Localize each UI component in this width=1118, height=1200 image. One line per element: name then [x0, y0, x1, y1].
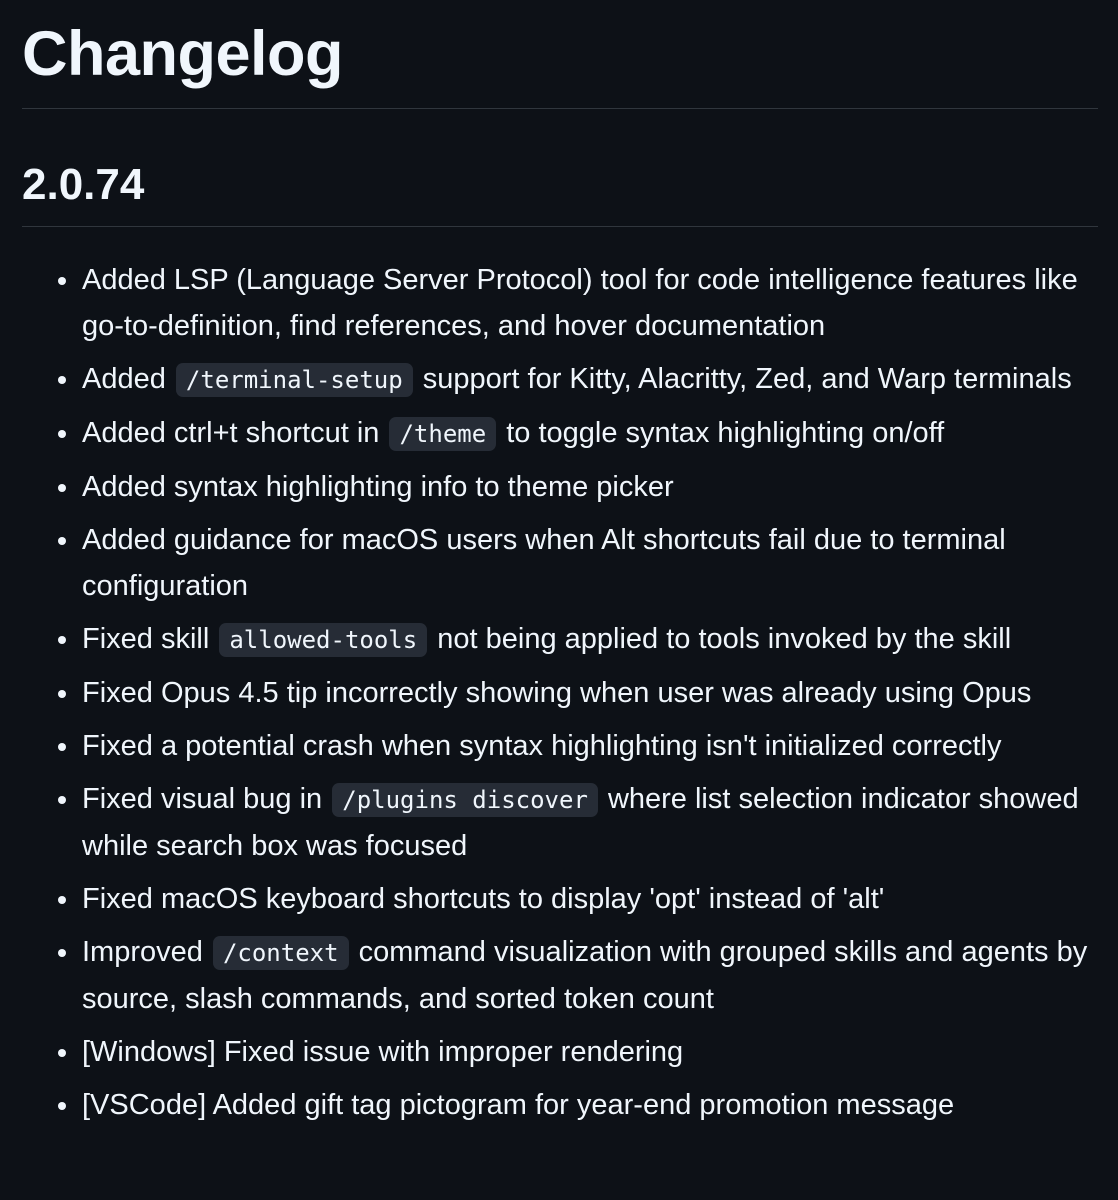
- changelog-item: [82, 1029, 1102, 1075]
- title-divider: [22, 108, 1098, 109]
- version-divider: [22, 226, 1098, 227]
- item-text: Added: [82, 363, 174, 395]
- changelog-item: [82, 410, 1102, 457]
- version-heading: 2.0.74: [22, 160, 145, 209]
- item-text: Fixed a potential crash when syntax highlighting isn't initialized correctly: [82, 730, 1002, 762]
- item-text: Fixed macOS keyboard shortcuts to display 'opt' instead of 'alt': [82, 883, 885, 915]
- changelog-item: [82, 1082, 1102, 1128]
- changelog-item: [82, 464, 1102, 510]
- changelog-list: [82, 257, 1102, 1135]
- item-text: Added guidance for macOS users when Alt shortcuts fail due to terminal configuration: [82, 524, 1006, 602]
- changelog-item: [82, 876, 1102, 922]
- inline-code: /context: [213, 936, 349, 970]
- item-text: support for Kitty, Alacritty, Zed, and Warp terminals: [414, 363, 1072, 395]
- changelog-item: [82, 616, 1102, 663]
- item-text: not being applied to tools invoked by the skill: [429, 623, 1012, 655]
- inline-code: /theme: [389, 417, 496, 451]
- inline-code: /plugins discover: [332, 783, 598, 817]
- changelog-item: [82, 776, 1102, 869]
- changelog-item: [82, 517, 1102, 609]
- item-text: Fixed skill: [82, 623, 218, 655]
- changelog-item: [82, 723, 1102, 769]
- item-text: Fixed Opus 4.5 tip incorrectly showing when user was already using Opus: [82, 677, 1032, 709]
- item-text: Improved: [82, 936, 211, 968]
- changelog-item: [82, 257, 1102, 349]
- item-text: Added ctrl+t shortcut in: [82, 417, 388, 449]
- changelog-item: [82, 670, 1102, 716]
- changelog-item: [82, 356, 1102, 403]
- page-title: Changelog: [22, 19, 343, 89]
- inline-code: allowed-tools: [219, 623, 427, 657]
- item-text: Fixed visual bug in: [82, 783, 331, 815]
- item-text: where list selection indicator showed while search box was focused: [82, 783, 1079, 862]
- item-text: Added syntax highlighting info to theme picker: [82, 471, 674, 503]
- item-text: to toggle syntax highlighting on/off: [498, 417, 945, 449]
- item-text: [VSCode] Added gift tag pictogram for year-end promotion message: [82, 1089, 955, 1121]
- item-text: command visualization with grouped skills and agents by source, slash commands, and sorted token count: [82, 936, 1088, 1015]
- inline-code: /terminal-setup: [176, 363, 413, 397]
- item-text: [Windows] Fixed issue with improper rendering: [82, 1036, 684, 1068]
- item-text: Added LSP (Language Server Protocol) tool for code intelligence features like go-to-definition, find references, and hover documentation: [82, 264, 1078, 342]
- changelog-item: [82, 929, 1102, 1022]
